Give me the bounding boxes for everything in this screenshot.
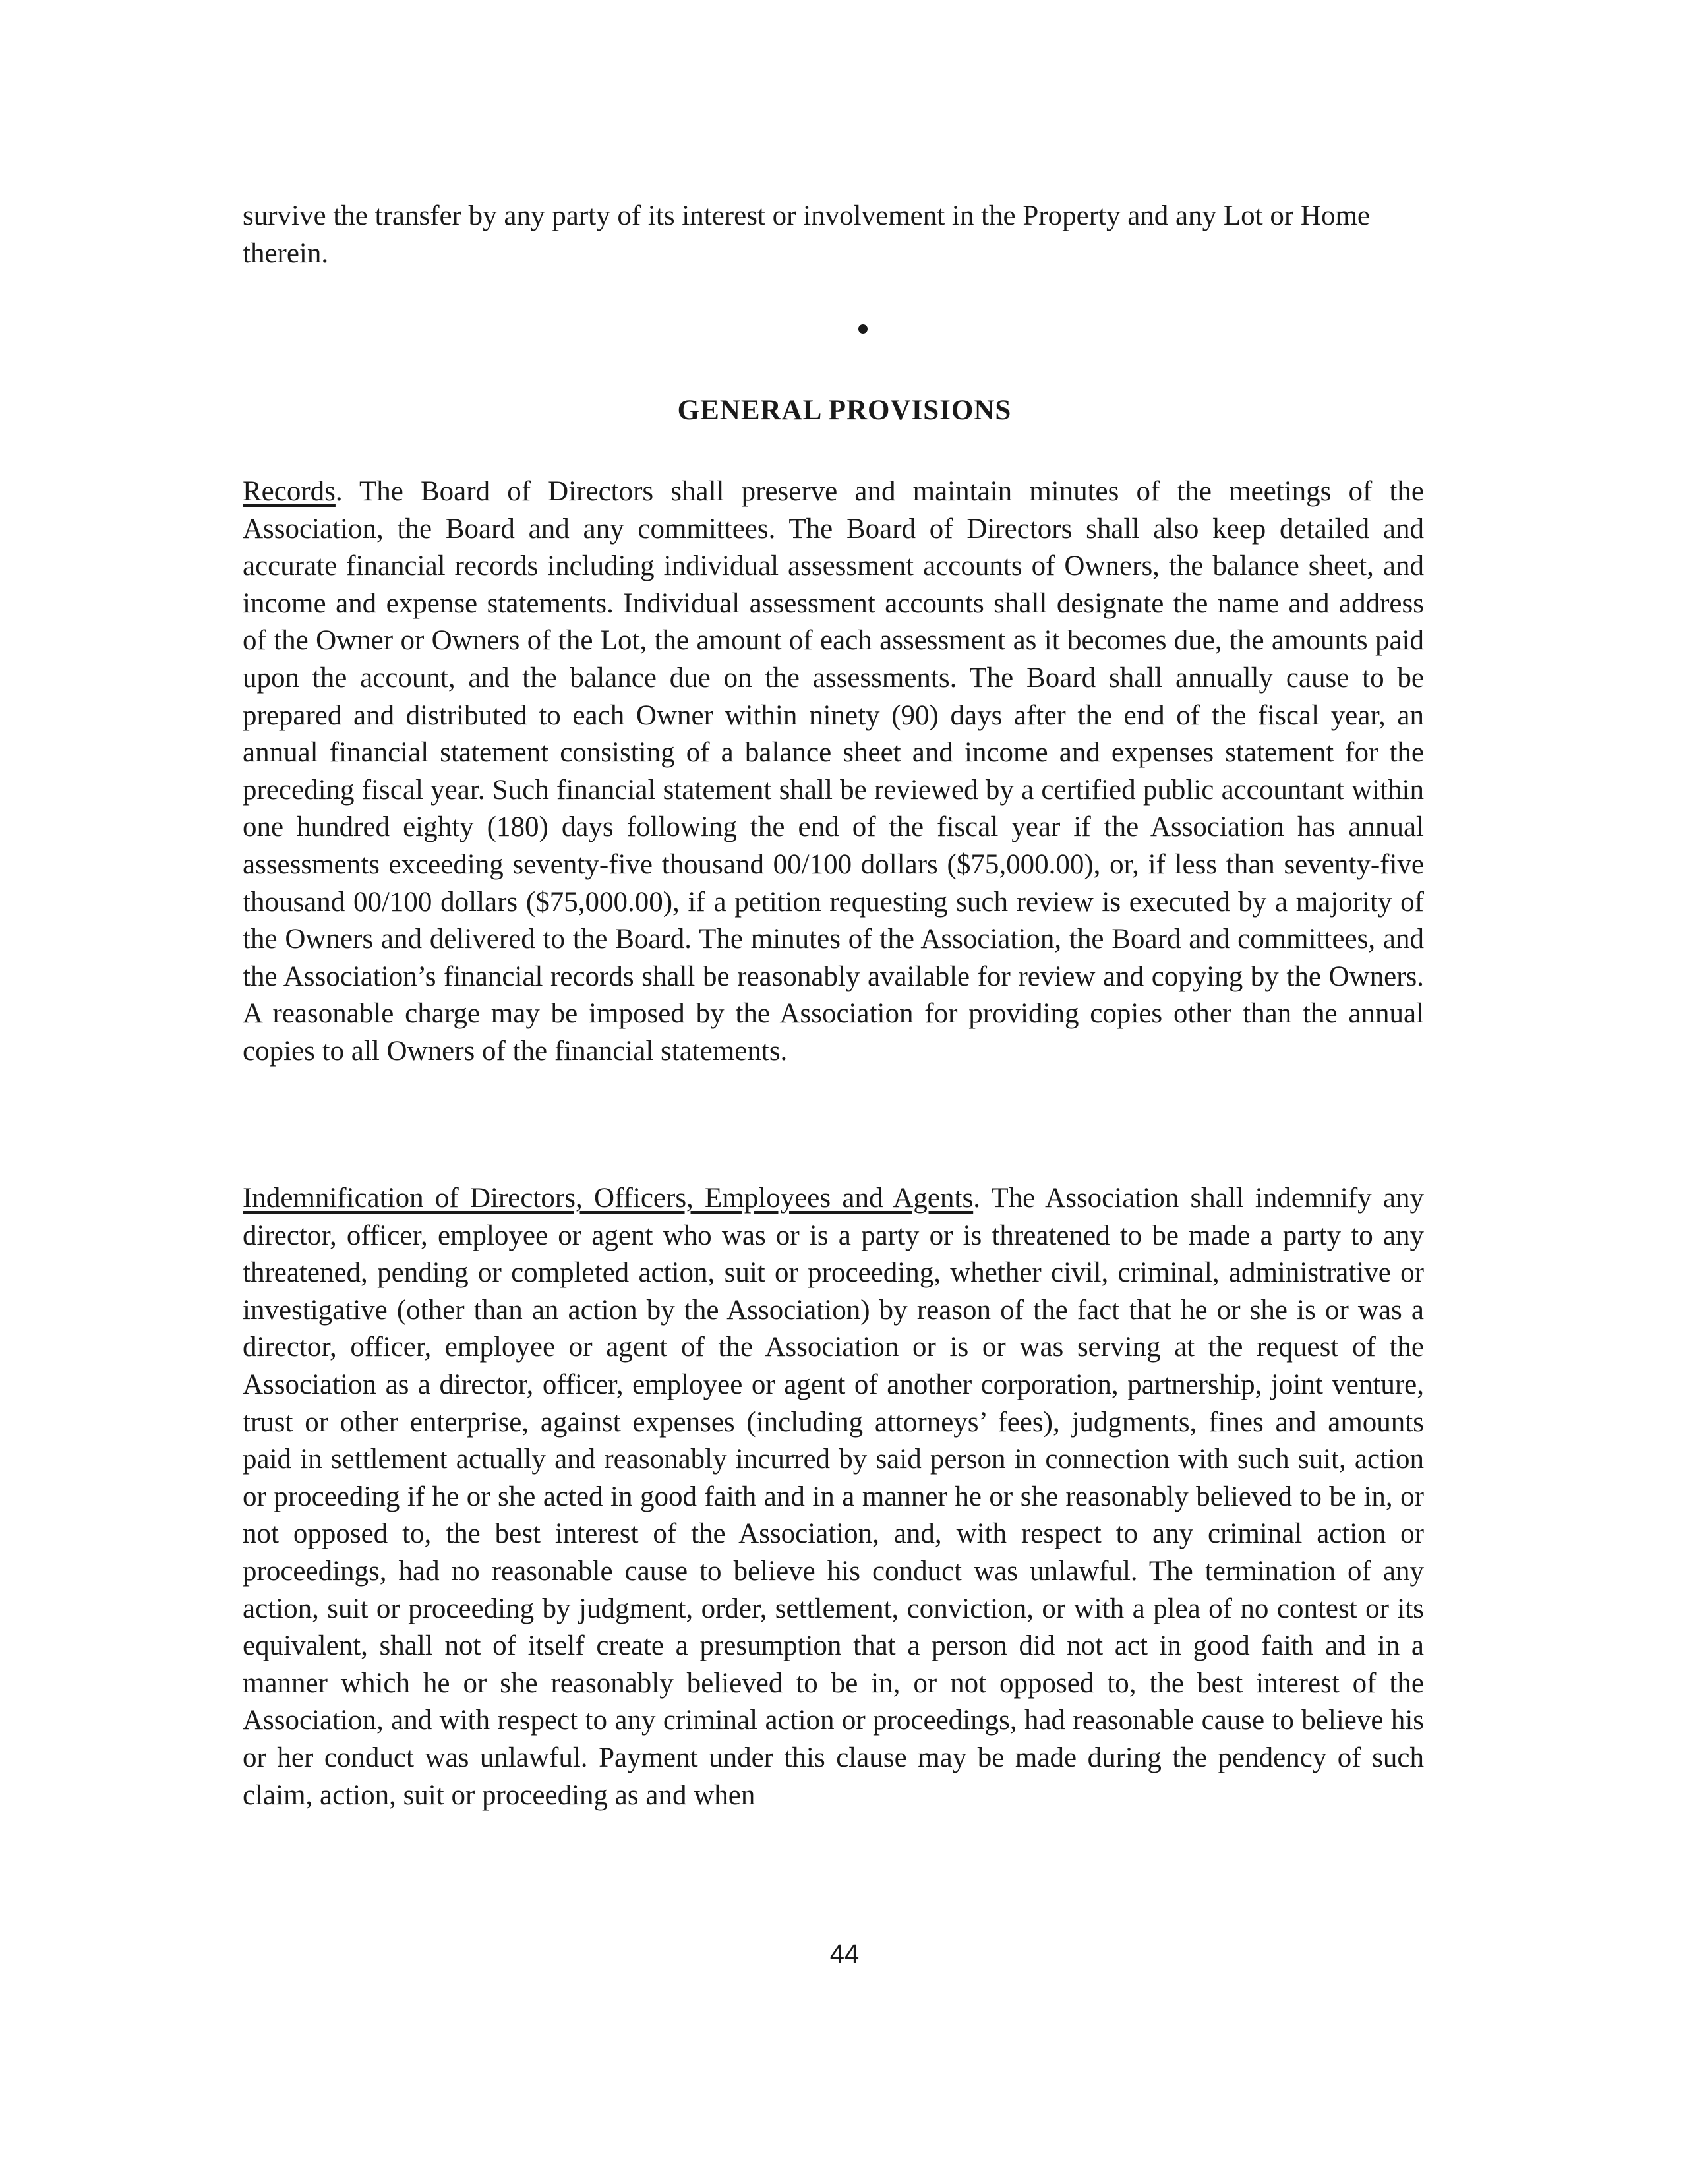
document-page xyxy=(243,198,1424,272)
records-title: Records xyxy=(243,476,336,507)
page-number: 44 xyxy=(829,1939,860,1968)
records-section xyxy=(243,473,1424,1071)
records-text: . The Board of Directors shall preserve and maintain minutes of the meetings of the Association, the Board and any committees. The Board of Directors shall also keep detailed and accurate financial records including individual assessment accounts of Owners, the balance sheet, and income and expense statements. Individual assessment accounts shall designate the name and address of the Owner or Owners of the Lot, the amount of each assessment as it becomes due, the amounts paid upon the account, and the balance due on the assessments. The Board shall annually cause to be prepared and distributed to each Owner within ninety (90) days after the end of the fiscal year, an annual financial statement consisting of a balance sheet and income and expenses statement for the preceding fiscal year. Such financial statement shall be reviewed by a certified public accountant within one hundred eighty (180) days following the end of the fiscal year if the Association has annual assessments exceeding seventy-five thousand 00/100 dollars ($75,000.00), or, if less than seventy-five thousand 00/100 dollars ($75,000.00), if a petition requesting such review is executed by a majority of the Owners and delivered to the Board. The minutes of the Association, the Board and committees, and the Association’s financial records shall be reasonably available for review and copying by the Owners. A reasonable charge may be imposed by the Association for providing copies other than the annual copies to all Owners of the financial statements. xyxy=(243,476,1424,1067)
indemnification-title: Indemnification of Directors, Officers, Employees and Agents xyxy=(243,1183,974,1214)
indemnification-section xyxy=(243,1180,1424,1814)
bullet-icon xyxy=(858,324,868,334)
indemnification-text: . The Association shall indemnify any director, officer, employee or agent who was or is a party or is threatened to be made a party to any threatened, pending or completed action, suit or proceeding, whether civil, criminal, administrative or investigative (other than an action by the Association) by reason of the fact that he or she is or was a director, officer, employee or agent of the Association or is or was serving at the request of the Association as a director, officer, employee or agent of another corporation, partnership, joint venture, trust or other enterprise, against expenses (including attorneys’ fees), judgments, fines and amounts paid in settlement actually and reasonably incurred by said person in connection with such suit, action or proceeding if he or she acted in good faith and in a manner he or she reasonably believed to be in, or not opposed to, the best interest of the Association, and, with respect to any criminal action or proceedings, had no reasonable cause to believe his conduct was unlawful. The termination of any action, suit or proceeding by judgment, order, settlement, conviction, or with a plea of no contest or its equivalent, shall not of itself create a presumption that a person did not act in good faith and in a manner which he or she reasonably believed to be in, or not opposed to, the best interest of the Association, and with respect to any criminal action or proceedings, had reasonable cause to believe his or her conduct was unlawful. Payment under this clause may be made during the pendency of such claim, action, suit or proceeding as and when xyxy=(243,1183,1425,1811)
records-paragraph xyxy=(243,473,1424,1071)
intro-paragraph: survive the transfer by any party of its interest or involvement in the Property and any Lot or Home therein. xyxy=(243,200,1371,269)
indemnification-paragraph xyxy=(243,1180,1424,1814)
section-heading: GENERAL PROVISIONS xyxy=(677,395,1012,426)
